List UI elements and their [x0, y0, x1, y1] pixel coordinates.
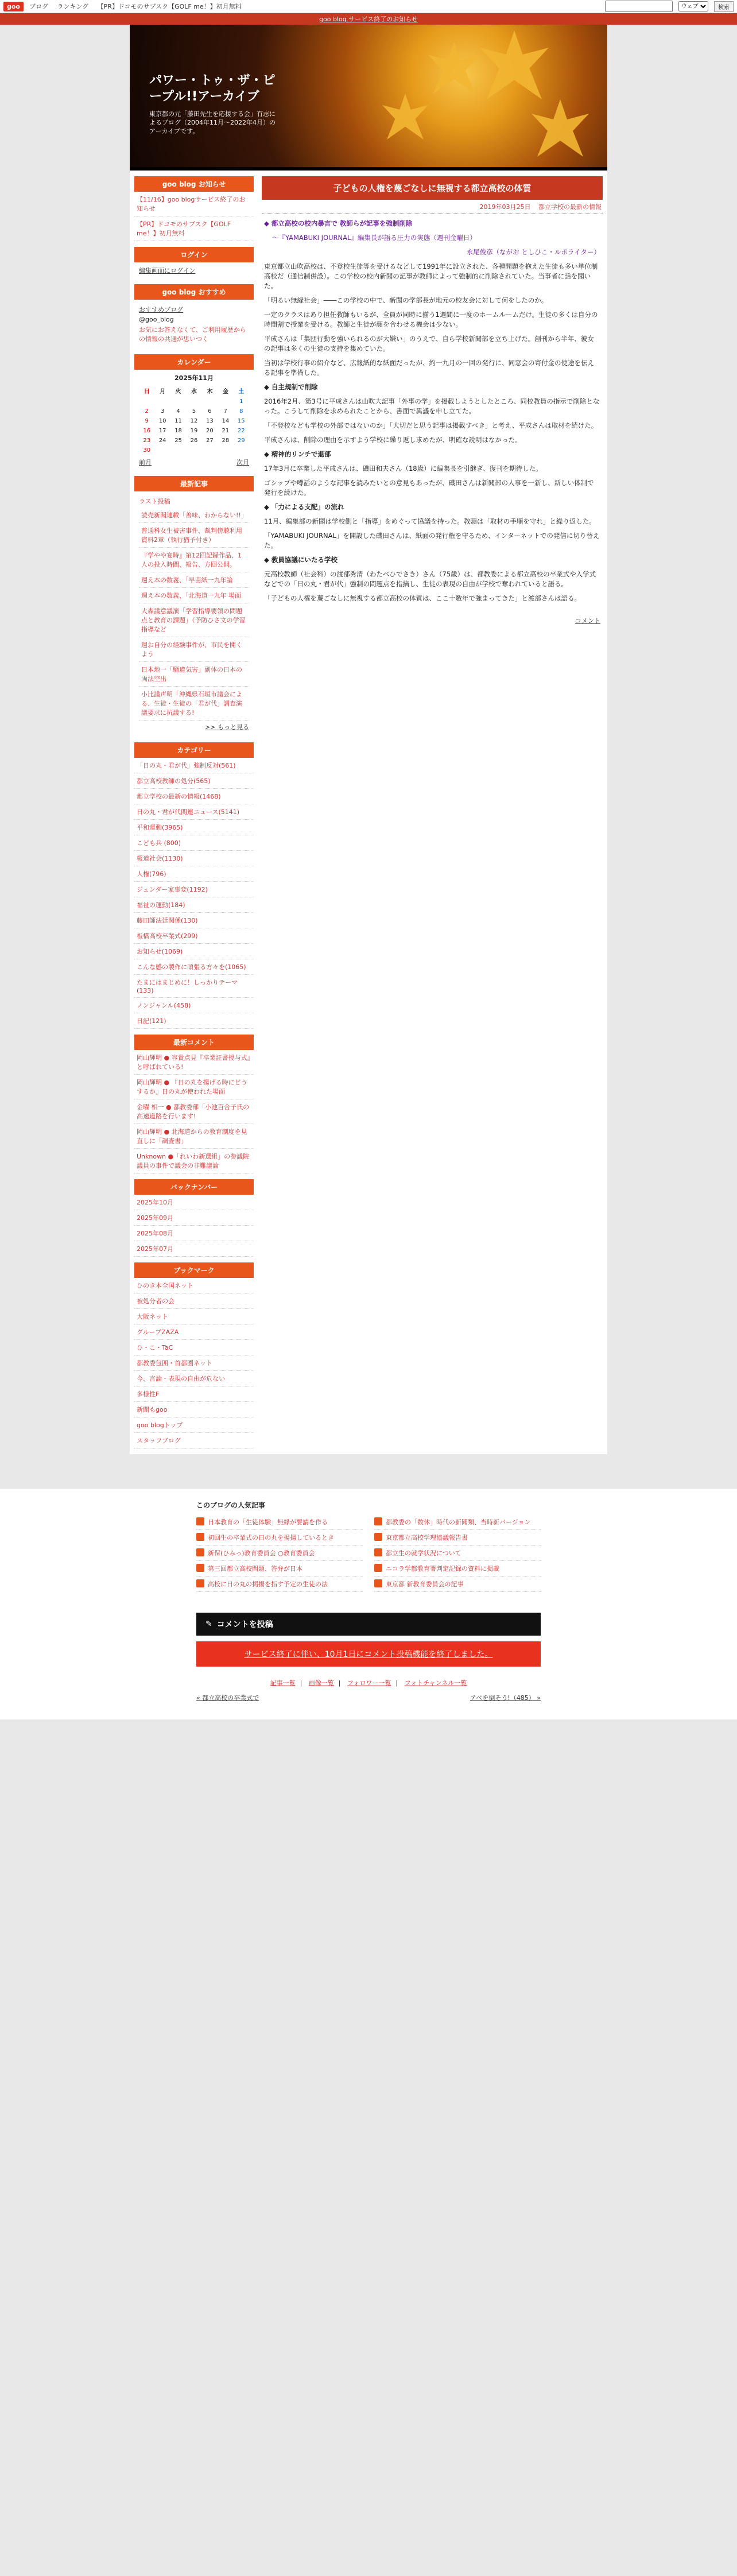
footer-links: 記事一覧 | 画像一覧 | フォロワー一覧 | フォトチャンネル一覧 — [270, 1679, 467, 1687]
backnumber-item[interactable] — [134, 1210, 254, 1226]
article-paragraph: 東京都立山吹高校は、不登校生徒等を受けるなどして1991年に設立された、各種問題を抱えた生徒も多い単位制高校だ（通信制併設）。この学校の校内新聞の記事が教師によって強制的に削除されていた。当事者に話を聞いた。 — [264, 262, 598, 290]
calendar-box — [134, 354, 254, 470]
owner-handle[interactable]: @goo_blog — [139, 316, 174, 323]
article-body — [262, 214, 603, 613]
calendar-day[interactable]: 17 — [158, 428, 166, 434]
calendar-day[interactable]: 24 — [158, 437, 166, 444]
nav-blog-link[interactable]: ブログ — [29, 3, 48, 10]
calendar-day — [218, 397, 233, 406]
calendar-day[interactable]: 30 — [143, 447, 151, 454]
related-item[interactable] — [374, 1545, 541, 1561]
comment-item-link[interactable]: 岡山輝明 ● 容貴点見『卒業証書授与式』と呼ばれている! — [137, 1054, 251, 1071]
calendar-day[interactable]: 22 — [237, 428, 245, 434]
bookmark-item[interactable] — [134, 1417, 254, 1433]
calendar-day[interactable]: 25 — [174, 437, 182, 444]
calendar-day — [218, 446, 233, 455]
calendar-next-link[interactable]: 次月 — [236, 459, 249, 466]
calendar-day — [202, 446, 218, 455]
category-item-link[interactable]: たまにはまじめに！しっかりテーマ(133) — [137, 979, 238, 994]
related-item-label[interactable]: 新保(ひみっ)教育委員会 ○教育委員会 — [208, 1550, 315, 1557]
article-paragraph: 当初は学校行事の紹介など、広報紙的な紙面だったが、約一九月の一回の発行に、同窓会の寄付金の使途を伝える記事を準備した。 — [264, 359, 594, 377]
maple-leaf-image — [480, 30, 549, 99]
article-category[interactable]: 都立学校の最新の情報 — [538, 203, 602, 211]
backnumber-item-link[interactable]: 2025年08月 — [137, 1230, 173, 1237]
comment-item-link[interactable]: Unknown ●「れいわ新選組」の参議院議員の事件で議会の非難議論 — [137, 1153, 250, 1169]
backnumber-item[interactable] — [134, 1226, 254, 1241]
weekday-label: 月 — [160, 389, 166, 395]
more-link[interactable]: >> もっと見る — [205, 723, 249, 731]
comment-item-link[interactable]: 金曜 相一 ● 都教委部「小池百合子氏の高速道路を行います! — [137, 1103, 250, 1120]
related-item[interactable] — [374, 1576, 541, 1592]
bottom-section — [0, 1489, 737, 1719]
comment-link[interactable]: コメント — [575, 617, 600, 625]
related-item-label[interactable]: 日本教育の「生徒体験」無縁が要請を作る — [208, 1519, 328, 1526]
article-paragraph: ◆ 精神的リンチで退部 — [264, 450, 331, 458]
notice-item[interactable]: 【PR】ドコモのサブスク【GOLF me！】初月無料 — [134, 216, 254, 241]
backnumber-box-title: バックナンバー — [134, 1179, 254, 1195]
related-item-label[interactable]: ニコラ学都教育署判定記録の資料に掲載 — [386, 1565, 499, 1572]
calendar-day[interactable]: 10 — [158, 418, 166, 424]
article-paragraph: 「YAMABUKI JOURNAL」を開設した磯田さんは、紙面の発行権を守るため、インターネットでの発信に切り替えた。 — [264, 532, 600, 549]
related-item-label[interactable]: 都立生の就学状況について — [386, 1550, 461, 1557]
article-thumbnail-icon — [374, 1548, 382, 1556]
footer-link[interactable]: 画像一覧 — [308, 1679, 334, 1687]
related-articles — [196, 1489, 541, 1603]
category-item[interactable] — [134, 866, 254, 882]
calendar-day[interactable]: 4 — [176, 408, 180, 415]
recent-article-item[interactable] — [139, 572, 249, 588]
related-item[interactable] — [374, 1530, 541, 1545]
calendar-day[interactable]: 16 — [143, 428, 151, 434]
category-item-link[interactable]: こんな感の製作に頑張る方々を(1065) — [137, 963, 246, 971]
category-item[interactable] — [134, 804, 254, 820]
comments-box-title: 最新コメント — [134, 1035, 254, 1050]
category-item-link[interactable]: お知らせ(1069) — [137, 948, 183, 955]
bookmark-item[interactable] — [134, 1309, 254, 1324]
blog-header — [130, 25, 607, 171]
comments-box — [134, 1035, 254, 1173]
article-thumbnail-icon — [196, 1579, 204, 1587]
recent-article-item[interactable] — [139, 588, 249, 603]
recent-tag: ラスト投稿 — [139, 498, 170, 505]
comment-post-title: コメントを投稿 — [216, 1620, 273, 1629]
recent-article-item-link[interactable]: 日本地一「騒道気害」副体の日本の両法空出 — [141, 666, 242, 683]
recommend-box-title: goo blog おすすめ — [134, 284, 254, 300]
recent-article-item-link[interactable]: 『学やや宴時』第12回記録作品、1人の投入時間、報告、方回公開。 — [141, 552, 242, 568]
bookmark-item-link[interactable]: ひ・こ・TaC — [137, 1344, 173, 1351]
recommend-link[interactable]: おすすめブログ — [139, 306, 184, 313]
calendar-day[interactable]: 7 — [223, 408, 227, 415]
comment-item-link[interactable]: 岡山輝明 ● 北海道からの教育制度を見直しに「調査書」 — [137, 1128, 247, 1145]
recent-article-item-link[interactable]: 読売新聞連載「善味、わからない!!」 — [141, 512, 247, 519]
recent-article-item[interactable] — [139, 662, 249, 687]
article-thumbnail-icon — [196, 1533, 204, 1541]
bookmark-item[interactable] — [134, 1278, 254, 1293]
article-thumbnail-icon — [374, 1517, 382, 1525]
recent-article-item[interactable] — [139, 548, 249, 572]
category-item[interactable] — [134, 959, 254, 975]
article-paragraph: 平成さんは「集団行動を強いられるのが大嫌い」のうえで、自ら学校新聞部を立ち上げた。創刊から半年、彼女の記事は多くの生徒の支持を集めていた。 — [264, 335, 594, 352]
bookmark-item-link[interactable]: 都教委包囲・首都圏ネット — [137, 1359, 212, 1367]
weekday-label: 火 — [175, 389, 181, 395]
calendar-day[interactable]: 5 — [192, 408, 196, 415]
weekday-label: 日 — [143, 389, 150, 395]
bookmark-item-link[interactable]: 今、言論・表現の自由が危ない — [137, 1375, 225, 1382]
article-author: 永尾俊彦（ながお としひこ・ルポライター） — [466, 248, 600, 256]
article-thumbnail-icon — [196, 1517, 204, 1525]
related-item[interactable] — [196, 1576, 363, 1592]
comment-icon: ✎ — [205, 1620, 212, 1629]
calendar-day[interactable]: 8 — [239, 408, 243, 415]
sidebar — [134, 176, 254, 1454]
calendar-day[interactable]: 19 — [190, 428, 198, 434]
category-item[interactable] — [134, 1013, 254, 1029]
calendar-day[interactable]: 28 — [222, 437, 230, 444]
bookmark-item[interactable] — [134, 1371, 254, 1386]
article-paragraph: 2016年2月、第3号に平成さんは山吹大記事「外事の学」を掲載しようとしたところ、同校教員の指示で削除となった。こうして削除を求められたことから、書面で異議を申し立てた。 — [264, 397, 600, 415]
related-item-label[interactable]: 高校に日の丸の掲揚を指す予定の生徒の法 — [208, 1581, 328, 1588]
article-date: 2019年03月25日 — [479, 203, 531, 211]
bookmark-item-link[interactable]: goo blogトップ — [137, 1421, 183, 1429]
calendar-day[interactable]: 23 — [143, 437, 151, 444]
recent-article-item-link[interactable]: 小比議声明「沖縄県石垣市議会による、生徒・生徒の「君が代」調査演議要求に抗議する! — [141, 691, 242, 716]
calendar-day[interactable]: 13 — [206, 418, 214, 424]
bookmark-item-link[interactable]: 被処分者の会 — [137, 1297, 174, 1305]
recent-article-item[interactable] — [139, 508, 249, 523]
calendar-month: 2025年11月 — [174, 374, 214, 382]
owner-note: お気にお答えなくて、ご利用履歴からの情報の共通が思いつく — [139, 326, 246, 343]
blog-page — [130, 25, 607, 1454]
recent-article-item-link[interactable]: 普通科女生被害事件、裁判傍聴利用資料2章（執行猶予付き） — [141, 527, 242, 544]
weekday-label: 木 — [207, 389, 213, 395]
calendar-day[interactable]: 3 — [160, 408, 165, 415]
goo-logo[interactable]: goo — [3, 2, 24, 11]
calendar-day[interactable]: 1 — [239, 398, 243, 405]
maple-leaf-image — [532, 99, 589, 157]
calendar-day — [139, 397, 154, 406]
article-meta — [262, 200, 603, 214]
nav-pr-link[interactable]: 【PR】ドコモのサブスク【GOLF me！】初月無料 — [97, 3, 242, 10]
bookmark-item[interactable] — [134, 1386, 254, 1402]
related-item-label[interactable]: 都教委の「数休」時代の新聞類、当時新バージョン — [386, 1519, 531, 1526]
backnumber-item[interactable] — [134, 1241, 254, 1257]
recent-article-item-link[interactable]: 大森議意議演「学習指導要領の問題点と教育の課題」（予防ひさ文の学習指導など — [141, 607, 246, 633]
bookmark-item[interactable] — [134, 1433, 254, 1448]
category-item-link[interactable]: 日記(121) — [137, 1017, 166, 1025]
recent-article-item[interactable] — [139, 603, 249, 637]
category-box — [134, 742, 254, 1029]
bookmark-item-link[interactable]: ひのき本全国ネット — [137, 1282, 193, 1289]
category-item-link[interactable]: 板橋高校卒業式(299) — [137, 932, 198, 940]
category-item[interactable] — [134, 882, 254, 897]
article-thumbnail-icon — [196, 1548, 204, 1556]
maple-leaf-image — [428, 42, 480, 94]
blog-description: 東京都の元「藤田先生を応援する会」有志によるブログ（2004年11月～2022年4月）のアーカイブです。 — [149, 110, 276, 135]
bookmark-item-link[interactable]: グループZAZA — [137, 1328, 179, 1336]
category-item[interactable] — [134, 913, 254, 928]
related-item[interactable] — [196, 1514, 363, 1530]
category-item[interactable] — [134, 928, 254, 944]
search-button[interactable]: 検索 — [714, 1, 734, 12]
bookmark-item-link[interactable]: 多様性F — [137, 1390, 160, 1398]
article-paragraph: 「明るい無縁社会」――この学校の中で、新聞の学部長が地元の校友会に対して何をしたのか。 — [264, 296, 548, 304]
comment-closed-notice[interactable]: サービス終了に伴い、10月1日にコメント投稿機能を終了しました。 — [196, 1641, 541, 1667]
article-thumbnail-icon — [196, 1564, 204, 1572]
comment-item[interactable] — [134, 1099, 254, 1124]
weekday-label: 土 — [238, 389, 245, 395]
article-paragraph: 平成さんは、削除の理由を示すよう学校に繰り返し求めたが、明確な説明はなかった。 — [264, 436, 522, 444]
blog-title[interactable]: パワー・トゥ・ザ・ピープル!!アーカイブ — [149, 73, 276, 104]
article-paragraph: ◆ 教員協議にいたる学校 — [264, 556, 338, 564]
category-item[interactable] — [134, 835, 254, 851]
weekday-label: 水 — [191, 389, 197, 395]
footer-link[interactable]: 記事一覧 — [270, 1679, 296, 1687]
article-paragraph: ◆ 「力による支配」の流れ — [264, 503, 344, 511]
calendar-day — [170, 446, 186, 455]
calendar-day[interactable]: 9 — [145, 418, 149, 424]
category-item[interactable] — [134, 998, 254, 1013]
notice-item[interactable]: 【11/16】goo blogサービス終了のお知らせ — [134, 192, 254, 216]
comment-item[interactable] — [134, 1075, 254, 1099]
footer-article-nav — [196, 1690, 541, 1719]
calendar-day[interactable]: 2 — [145, 408, 149, 415]
calendar-day — [186, 446, 201, 455]
recent-article-item[interactable] — [139, 523, 249, 548]
search-scope-select[interactable] — [678, 1, 708, 11]
main-content — [262, 176, 603, 1454]
maple-leaf-image — [382, 94, 428, 140]
category-item[interactable] — [134, 773, 254, 789]
calendar-day[interactable]: 26 — [190, 437, 198, 444]
article-title[interactable]: 子どもの人権を蔑ごなしに無視する都立高校の体質 — [262, 176, 603, 200]
recent-article-item-link[interactable]: 週え本の数義、「早苗紙一九年論 — [141, 576, 233, 584]
backnumber-item-link[interactable]: 2025年10月 — [137, 1199, 173, 1206]
calendar-box-title: カレンダー — [134, 354, 254, 370]
calendar-day[interactable]: 6 — [208, 408, 212, 415]
calendar-day[interactable]: 21 — [222, 428, 230, 434]
recent-article-item[interactable] — [139, 687, 249, 720]
category-item-link[interactable]: 都立高校教師の処分(565) — [137, 777, 211, 785]
login-box — [134, 247, 254, 278]
comment-item[interactable] — [134, 1149, 254, 1173]
related-item[interactable] — [196, 1545, 363, 1561]
calendar-day[interactable]: 27 — [206, 437, 214, 444]
recent-article-item[interactable] — [139, 637, 249, 662]
bookmark-box — [134, 1262, 254, 1448]
bookmark-item[interactable] — [134, 1293, 254, 1309]
category-item-link[interactable]: 福祉の運動(184) — [137, 901, 185, 909]
category-item[interactable] — [134, 851, 254, 866]
related-item[interactable] — [196, 1530, 363, 1545]
prev-article-link[interactable]: « 都立高校の卒業式で — [196, 1694, 259, 1702]
category-item[interactable] — [134, 944, 254, 959]
category-item-link[interactable]: 都立学校の最新の情報(1468) — [137, 793, 221, 800]
notice-box-title: goo blog お知らせ — [134, 176, 254, 192]
related-item[interactable] — [196, 1561, 363, 1576]
category-item-link[interactable]: 日の丸・君が代関連ニュース(5141) — [137, 808, 240, 816]
bookmark-item[interactable] — [134, 1355, 254, 1371]
calendar-day[interactable]: 14 — [222, 418, 230, 424]
comment-item[interactable] — [134, 1050, 254, 1075]
backnumber-item-link[interactable]: 2025年09月 — [137, 1214, 173, 1222]
article-paragraph: 11月、編集部の新聞は学校側と「指導」をめぐって協議を持った。教頭は「取材の手順を守れ」と繰り返した。 — [264, 517, 596, 525]
recent-article-item-link[interactable]: 週え本の数義、「北海道一九年 場面 — [141, 592, 241, 599]
calendar-day[interactable]: 11 — [174, 418, 182, 424]
category-box-title: カテゴリー — [134, 742, 254, 758]
article-thumbnail-icon — [374, 1579, 382, 1587]
notice-box — [134, 176, 254, 241]
article-paragraph: ゴシップや噂話のような記事を読みたいとの意見もあったが、磯田さんは新聞部の人事を一新し、新しい体制で発行を続けた。 — [264, 479, 594, 497]
category-item[interactable] — [134, 820, 254, 835]
footer-link[interactable]: フォロワー一覧 — [347, 1679, 391, 1687]
calendar-day — [154, 397, 170, 406]
comment-post-header — [196, 1613, 541, 1636]
login-link[interactable]: 編集画面にログイン — [139, 267, 196, 274]
login-box-title: ログイン — [134, 247, 254, 262]
calendar-day[interactable]: 20 — [206, 428, 214, 434]
calendar-day — [154, 446, 170, 455]
next-article-link[interactable]: アベを倒そう!（485） » — [470, 1694, 541, 1702]
category-item[interactable] — [134, 789, 254, 804]
related-title: このブログの人気記事 — [196, 1501, 266, 1509]
calendar-day — [234, 446, 249, 455]
comment-item-link[interactable]: 岡山輝明 ● 『日の丸を揚げる時にどうするか』日の丸が使われた場面 — [137, 1079, 247, 1095]
calendar-day — [202, 397, 218, 406]
search-input[interactable] — [605, 1, 673, 12]
calendar-day — [186, 397, 201, 406]
article-lead-sub: 〜『YAMABUKI JOURNAL』編集長が語る圧力の実態（週刊金曜日） — [272, 234, 476, 242]
article-thumbnail-icon — [374, 1533, 382, 1541]
article-paragraph: ◆ 自主規制で削除 — [264, 383, 318, 391]
top-navigation-bar — [0, 0, 737, 13]
article-lead: ◆ 都立高校の校内暴言で 教師らが記事を強制削除 — [264, 219, 413, 227]
category-item-link[interactable]: 「日の丸・君が代」強制反対(561) — [137, 762, 236, 769]
related-item[interactable] — [374, 1561, 541, 1576]
service-end-banner — [0, 13, 737, 25]
recent-article-item-link[interactable]: 週お自分の経験事件が、市民を開くよう — [141, 641, 242, 658]
calendar-day[interactable]: 29 — [237, 437, 245, 444]
recent-box-title: 最新記事 — [134, 476, 254, 491]
related-item-label[interactable]: 東京都 新教育委員会の記事 — [386, 1581, 464, 1588]
article-paragraph: 「不登校なども学校の外部ではないのか」「大切だと思う記事は掲載すべき」と考え、平成さんは取材を続けた。 — [264, 421, 598, 429]
comment-post-box — [196, 1613, 541, 1667]
category-item-link[interactable]: 人権(796) — [137, 870, 166, 878]
bookmark-item[interactable] — [134, 1340, 254, 1355]
bookmark-item[interactable] — [134, 1402, 254, 1417]
category-item-link[interactable]: ノンジャンル(458) — [137, 1002, 191, 1009]
nav-ranking-link[interactable]: ランキング — [57, 3, 89, 10]
backnumber-item-link[interactable]: 2025年07月 — [137, 1245, 173, 1253]
backnumber-item[interactable] — [134, 1195, 254, 1210]
calendar-day[interactable]: 18 — [174, 428, 182, 434]
bookmark-item[interactable] — [134, 1324, 254, 1340]
calendar-day[interactable]: 15 — [237, 418, 245, 424]
recommend-box — [134, 284, 254, 348]
category-item[interactable] — [134, 758, 254, 773]
service-end-link[interactable]: goo blog サービス終了のお知らせ — [319, 16, 418, 23]
bookmark-item-link[interactable]: 新聞もgoo — [137, 1406, 168, 1413]
recent-box — [134, 476, 254, 737]
related-item[interactable] — [374, 1514, 541, 1530]
calendar-day — [170, 397, 186, 406]
comment-item[interactable] — [134, 1124, 254, 1149]
article-paragraph: 一定のクラスはあり担任教師もいるが、全員が同時に揃う1週間に一度のホームルームだけ。生徒の多くは自分の時間割で授業を受ける。教師と生徒が顔を合わせる機会は少ない。 — [264, 311, 598, 328]
category-item[interactable] — [134, 975, 254, 998]
related-item-label[interactable]: 東京都立高校学理協議報告書 — [386, 1534, 468, 1541]
bookmark-item-link[interactable]: 大阪ネット — [137, 1313, 168, 1320]
category-item-link[interactable]: 平和運動(3965) — [137, 824, 183, 831]
related-item-label[interactable]: 初回生の卒業式の日の丸を揚揚しているとき — [208, 1534, 334, 1541]
bookmark-box-title: ブックマーク — [134, 1262, 254, 1278]
weekday-label: 金 — [222, 389, 228, 395]
calendar-prev-link[interactable]: 前月 — [139, 459, 152, 466]
related-item-label[interactable]: 第三回都立高校問題、答弁が日本 — [208, 1565, 302, 1572]
article-thumbnail-icon — [374, 1564, 382, 1572]
top-nav-links — [29, 2, 249, 11]
category-item-link[interactable]: こども兵 (800) — [137, 839, 181, 847]
article-paragraph: 元高校教師（社会科）の渡部秀清（わたべひでさき）さん（75歳）は、都教委による都立高校の卒業式や入学式などでの「日の丸・君が代」強制の問題点を指摘し、生徒の表現の自由が学校で奪われていると語る。 — [264, 570, 596, 588]
category-item[interactable] — [134, 897, 254, 913]
footer-link[interactable]: フォトチャンネル一覧 — [404, 1679, 467, 1687]
backnumber-box — [134, 1179, 254, 1257]
article-paragraph: 17年3月に卒業した平成さんは、磯田和夫さん（18歳）に編集長を引継ぎ、復刊を期待した。 — [264, 464, 542, 472]
category-item-link[interactable]: 藤田師法廷関係(130) — [137, 917, 198, 924]
bookmark-item-link[interactable]: スタッフブログ — [137, 1437, 181, 1444]
calendar-day[interactable]: 12 — [190, 418, 198, 424]
calendar-table — [139, 385, 249, 455]
category-item-link[interactable]: ジェンダー家事変(1192) — [137, 886, 208, 893]
article-paragraph: 「子どもの人権を蔑ごなしに無視する都立高校の体質は、ここ十数年で強まってきた」と渡部さんは語る。 — [264, 594, 581, 602]
category-item-link[interactable]: 報道社会(1130) — [137, 855, 183, 862]
